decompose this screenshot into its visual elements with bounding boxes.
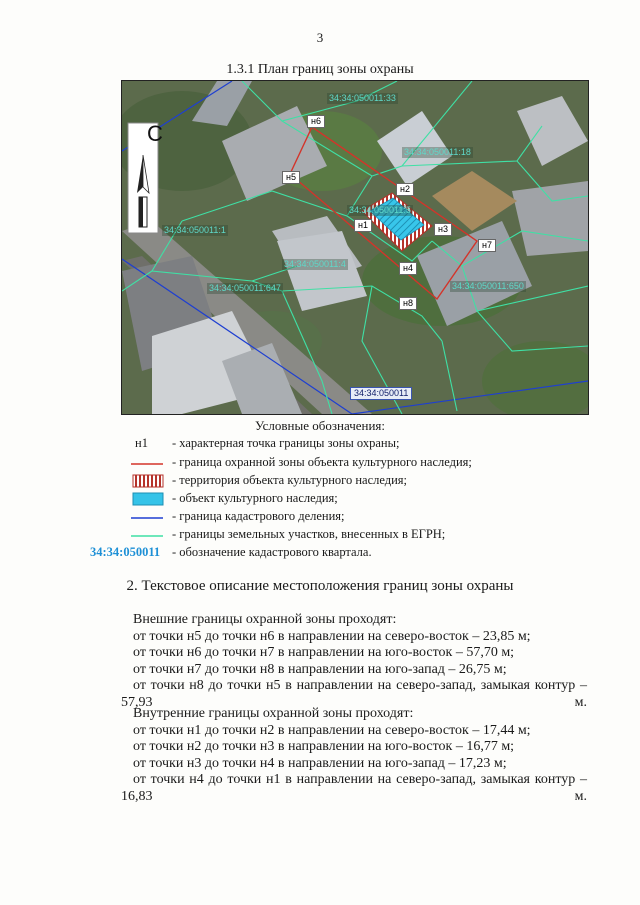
legend-item-red-line [0, 455, 640, 471]
outer-line: от точки н6 до точки н7 в направлении на юго-восток – 57,70 м; [133, 645, 515, 660]
inner-line: от точки н1 до точки н2 в направлении на северо-восток – 17,44 м; [133, 722, 531, 738]
legend-item-cadastral-line [0, 509, 640, 525]
cadastral-label: 34:34:050011:18 [404, 147, 471, 157]
outer-heading: Внешние границы охранной зоны проходят: [133, 612, 397, 627]
legend-item-object [0, 491, 640, 507]
point-label: н4 [399, 262, 417, 275]
inner-boundary-description [121, 706, 587, 805]
legend-quarter-code: 34:34:050011 [90, 545, 161, 559]
legend-item-quarter [0, 545, 640, 561]
section-title: 1.3.1 План границ зоны охраны [226, 62, 414, 77]
red-line-icon [127, 455, 167, 471]
section2-title: 2. Текстовое описание местоположения границ зоны охраны [126, 578, 514, 594]
point-label: н5 [282, 171, 300, 184]
hatch-icon [127, 473, 167, 489]
legend-title: Условные обозначения: [254, 418, 386, 433]
point-label: н6 [307, 115, 325, 128]
cadastral-label: 34:34:050011:1 [164, 225, 226, 235]
legend-text: - обозначение кадастрового квартала. [172, 545, 372, 559]
legend-point-symbol: н1 [135, 436, 148, 450]
outer-line: от точки н5 до точки н6 в направлении на северо-восток – 23,85 м; [133, 628, 531, 644]
map-graphic [122, 81, 588, 414]
blue-fill-icon [127, 491, 167, 507]
legend-text: - границы земельных участков, внесенных в ЕГРН; [172, 527, 446, 541]
cadastral-quarter-label: 34:34:050011 [350, 387, 412, 400]
inner-line: от точки н2 до точки н3 в направлении на юго-восток – 16,77 м; [133, 739, 515, 754]
cadastral-label: 34:34:050011:647 [209, 283, 281, 293]
point-label: н8 [399, 297, 417, 310]
legend-text: - территория объекта культурного наследия; [172, 473, 408, 487]
point-label: н3 [434, 223, 452, 236]
legend-text: - граница кадастрового деления; [172, 509, 345, 523]
inner-line: от точки н4 до точки н1 в направлении на северо-запад, замыкая контур – 16,83 м. [121, 772, 587, 804]
outer-line: от точки н8 до точки н5 в направлении на северо-запад, замыкая контур – 57,93 м. [121, 678, 587, 710]
cadastral-label: 34:34:050011:4 [284, 259, 346, 269]
legend-text: - объект культурного наследия; [172, 491, 338, 505]
cadastral-label: 34:34:050011:33 [329, 93, 396, 103]
cadastral-label: 34:34:050011:5 [349, 205, 411, 215]
point-label: н7 [478, 239, 496, 252]
boundary-map [121, 80, 589, 415]
legend-text: - граница охранной зоны объекта культурного наследия; [172, 455, 472, 469]
outer-boundary-description [121, 612, 587, 711]
legend-item-territory [0, 473, 640, 489]
page-number: 3 [316, 30, 324, 45]
inner-line: от точки н3 до точки н4 в направлении на юго-запад – 17,23 м; [133, 755, 507, 771]
legend-text: - характерная точка границы зоны охраны; [172, 436, 400, 450]
blue-line-icon [127, 509, 167, 525]
point-label: н2 [396, 183, 414, 196]
north-letter: С [147, 121, 163, 146]
legend-item-point [0, 436, 640, 452]
inner-heading: Внутренние границы охранной зоны проходят: [133, 706, 414, 721]
outer-line: от точки н7 до точки н8 в направлении на юго-запад – 26,75 м; [133, 661, 507, 677]
green-line-icon [127, 527, 167, 543]
point-label: н1 [354, 219, 372, 232]
legend-item-parcel-line [0, 527, 640, 543]
cadastral-label: 34:34:050011:650 [452, 281, 524, 291]
